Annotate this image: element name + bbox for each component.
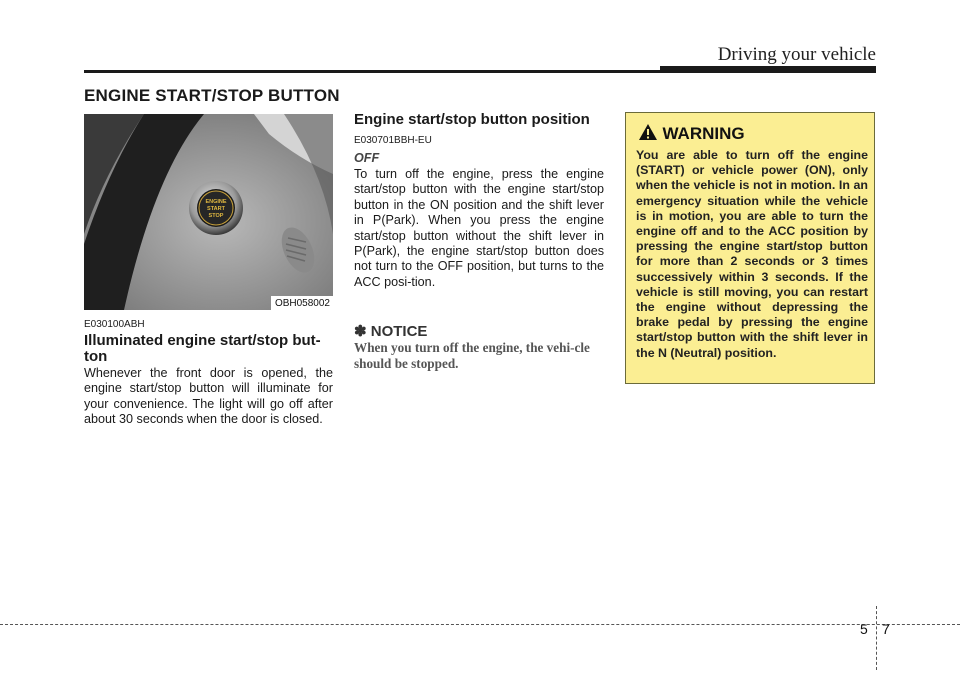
button-text-start: START [207, 206, 225, 212]
notice-text: When you turn off the engine, the vehi-cle should be stopped. [354, 340, 590, 371]
footer-divider [876, 606, 877, 670]
col2-body: To turn off the engine, press the engine start/stop button with the engine start/stop button in the ON position and the shift lever in P(Park). When you press the engine start/stop button without the shift lever in P(Park), the engine start/stop button does not turn to the OFF position, but turns to the ACC posi-tion. [354, 167, 604, 289]
warning-title-row [638, 123, 745, 144]
col2-code: E030701BBH-EU [354, 135, 432, 146]
section-title: ENGINE START/STOP BUTTON [84, 86, 340, 105]
notice-icon: ✽ [354, 323, 367, 340]
start-stop-button-photo [84, 114, 333, 310]
footer-rule [0, 624, 960, 625]
col1-code: E030100ABH [84, 319, 145, 330]
button-text-engine: ENGINE [205, 199, 227, 205]
header-bar [660, 66, 876, 73]
warning-box [625, 112, 875, 384]
header-rule [84, 70, 660, 73]
chapter-number: 5 [860, 621, 868, 637]
running-header: Driving your vehicle [717, 44, 876, 65]
col2-subheading: OFF [354, 151, 380, 165]
notice-title: NOTICE [370, 323, 428, 340]
warning-triangle-icon [638, 123, 658, 141]
warning-text: You are able to turn off the engine (START) or vehicle power (ON), only when the vehicle is not in motion. In an emergency situation while the vehicle is in motion, you are able to turn the engine off and to the ACC position by pressing the engine start/stop button for more than 2 seconds or 3 times successively within 3 seconds. If the vehicle is still moving, you can restart the engine without depressing the brake pedal by pressing the engine start/stop button with the shift lever in the N (Neutral) position. [636, 148, 868, 360]
col2-heading: Engine start/stop button position [354, 111, 590, 128]
page-number: 7 [882, 621, 890, 637]
col1-heading: Illuminated engine start/stop but- ton [84, 332, 321, 365]
col1-body: Whenever the front door is opened, the engine start/stop button will illuminate for your convenience. The light will go off after about 30 seconds when the door is closed. [84, 366, 333, 427]
warning-title: WARNING [662, 124, 745, 143]
dashboard-illustration [84, 114, 333, 310]
photo-code: OBH058002 [271, 296, 333, 310]
notice-title-row [354, 322, 427, 340]
button-text-stop: STOP [208, 213, 224, 219]
